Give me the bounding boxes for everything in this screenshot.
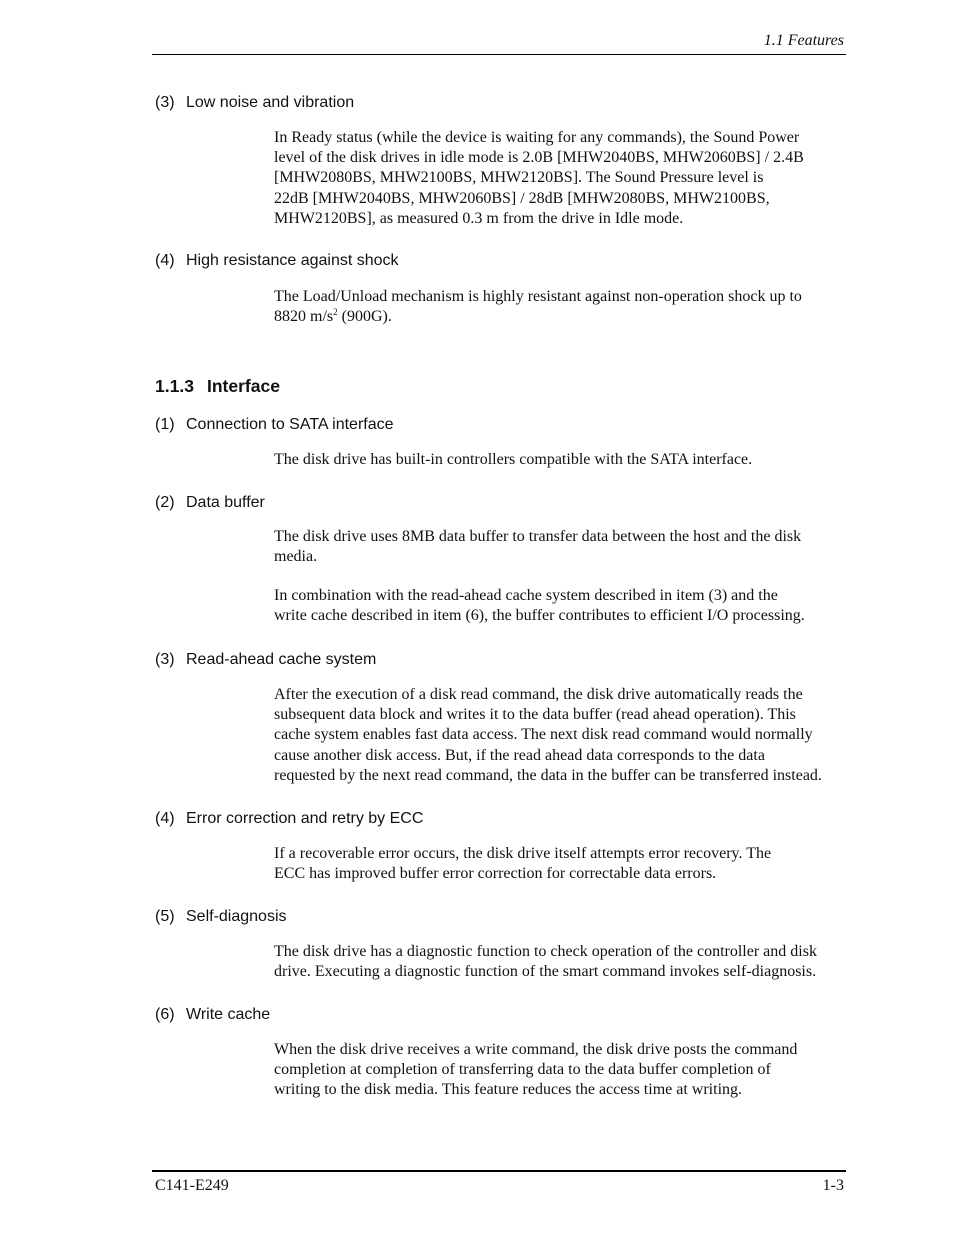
paragraph-selfdiag	[274, 942, 846, 982]
paragraph-readahead	[274, 685, 846, 786]
text-line: The disk drive has a diagnostic function to check operation of the controller and disk	[274, 943, 817, 960]
text-line: MHW2120BS], as measured 0.3 m from the drive in Idle mode.	[274, 209, 684, 227]
item-title: Data buffer	[186, 494, 265, 511]
item-title: Connection to SATA interface	[186, 416, 394, 433]
text-line: media.	[274, 548, 318, 566]
text-line: [MHW2080BS, MHW2100BS, MHW2120BS]. The Sound Pressure level is	[274, 169, 764, 187]
paragraph-ecc	[274, 844, 846, 884]
text-line: writing to the disk media. This feature reduces the access time at writing.	[274, 1081, 743, 1099]
section-number: 1.1.3	[155, 376, 194, 396]
text-line: write cache described in item (6), the buffer contributes to efficient I/O processing.	[274, 607, 805, 625]
header-rule	[152, 54, 846, 55]
text-line: In Ready status (while the device is waiting for any commands), the Sound Power	[274, 129, 800, 146]
text-line: ECC has improved buffer error correction for correctable data errors.	[274, 865, 717, 883]
paragraph-shock	[274, 287, 846, 327]
item-heading-sata	[155, 415, 394, 435]
item-number: (6)	[155, 1006, 175, 1023]
text-line: cache system enables fast data access. The next disk read command would normally	[274, 726, 813, 744]
item-title: Low noise and vibration	[186, 94, 355, 111]
paragraph-writecache	[274, 1040, 846, 1101]
running-header: 1.1 Features	[763, 32, 844, 49]
item-number: (4)	[155, 252, 175, 269]
text-line: completion at completion of transferring data to the data buffer completion of	[274, 1061, 771, 1079]
item-heading-readahead	[155, 650, 376, 670]
footer-page-number: 1-3	[822, 1177, 844, 1194]
text-line: subsequent data block and writes it to the data buffer (read ahead operation). This	[274, 706, 796, 724]
footer-rule	[152, 1170, 846, 1172]
superscript: 2	[333, 307, 338, 318]
text-line: When the disk drive receives a write command, the disk drive posts the command	[274, 1041, 798, 1058]
text-line: If a recoverable error occurs, the disk drive itself attempts error recovery. The	[274, 845, 772, 862]
text-line: The disk drive has built-in controllers compatible with the SATA interface.	[274, 451, 753, 468]
item-number: (5)	[155, 908, 175, 925]
section-title: Interface	[207, 376, 280, 396]
item-number: (1)	[155, 416, 175, 433]
item-title: Read-ahead cache system	[186, 651, 377, 668]
item-number: (3)	[155, 651, 175, 668]
item-heading-ecc	[155, 809, 423, 829]
text-line: After the execution of a disk read command, the disk drive automatically reads the	[274, 686, 803, 703]
text-line: In combination with the read-ahead cache system described in item (3) and the	[274, 587, 778, 604]
text-line: drive. Executing a diagnostic function of the smart command invokes self-diagnosis.	[274, 963, 817, 981]
text-line: The disk drive uses 8MB data buffer to transfer data between the host and the disk	[274, 528, 802, 545]
item-heading-writecache	[155, 1005, 270, 1025]
item-title: High resistance against shock	[186, 252, 399, 269]
paragraph-buffer	[274, 527, 846, 567]
item-title: Self-diagnosis	[186, 908, 287, 925]
text-line	[274, 307, 846, 327]
footer-doc-id: C141-E249	[155, 1177, 229, 1194]
text-line: requested by the next read command, the data in the buffer can be transferred instead.	[274, 766, 822, 784]
item-number: (3)	[155, 94, 175, 111]
text-line: 22dB [MHW2040BS, MHW2060BS] / 28dB [MHW2080BS, MHW2100BS,	[274, 189, 770, 207]
section-heading-interface	[155, 375, 280, 397]
paragraph-low-noise	[274, 128, 846, 229]
item-title: Write cache	[186, 1006, 271, 1023]
item-title: Error correction and retry by ECC	[186, 810, 424, 827]
item-heading-shock	[155, 251, 399, 271]
item-heading-buffer	[155, 493, 265, 513]
text-line: The Load/Unload mechanism is highly resistant against non-operation shock up to	[274, 288, 802, 305]
paragraph-sata	[274, 450, 846, 470]
item-heading-selfdiag	[155, 907, 287, 927]
item-number: (4)	[155, 810, 175, 827]
item-number: (2)	[155, 494, 175, 511]
text-line: level of the disk drives in idle mode is 2.0B [MHW2040BS, MHW2060BS] / 2.4B	[274, 149, 804, 167]
shock-g-value: (900G).	[337, 308, 392, 326]
text-line: cause another disk access. But, if the read ahead data corresponds to the data	[274, 746, 765, 764]
shock-value: 8820 m/s	[274, 308, 334, 326]
item-heading-low-noise	[155, 93, 354, 113]
paragraph-buffer-2	[274, 586, 846, 626]
